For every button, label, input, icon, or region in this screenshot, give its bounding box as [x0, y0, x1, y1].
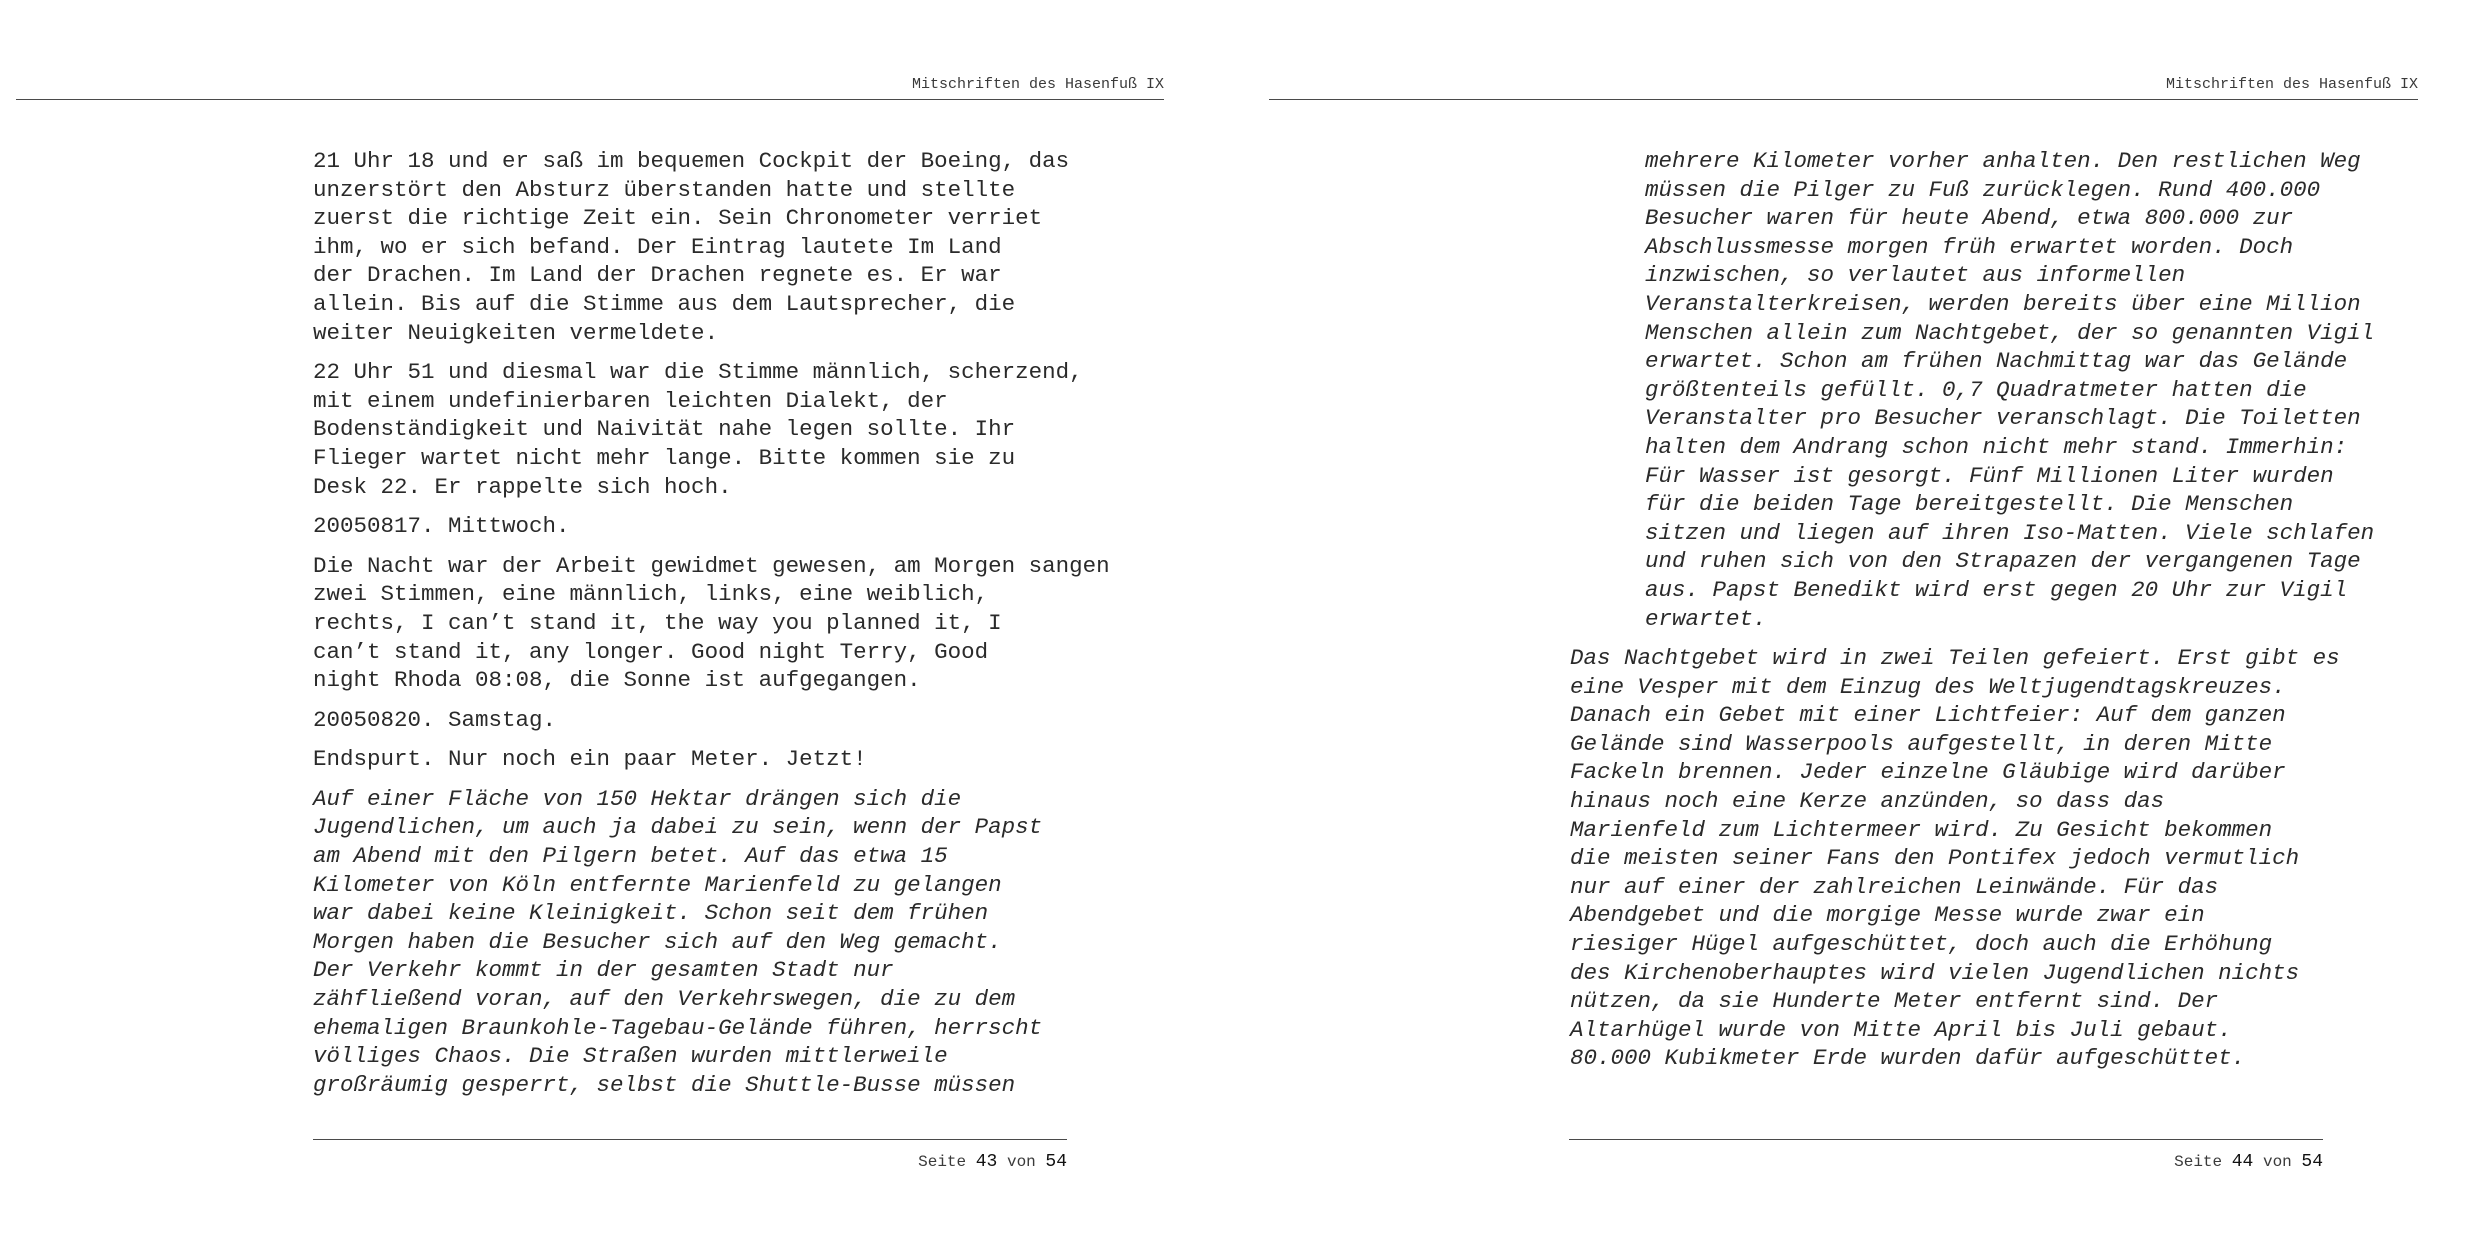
text-line: Bodenständigkeit und Naivität nahe legen sollte. Ihr [313, 416, 1016, 443]
text-line: 80.000 Kubikmeter Erde wurden dafür aufgeschüttet. [1570, 1045, 2246, 1072]
text-line: unzerstört den Absturz überstanden hatte und stellte [313, 176, 1016, 203]
text-line: Das Nachtgebet wird in zwei Teilen gefeiert. Erst gibt es [1570, 645, 2340, 672]
text-line: zwei Stimmen, eine männlich, links, eine weiblich, [313, 581, 989, 608]
text-line: night Rhoda 08:08, die Sonne ist aufgegangen. [313, 667, 921, 694]
text-line: halten dem Andrang schon nicht mehr stand. Immerhin: [1645, 433, 2348, 460]
text-line: inzwischen, so verlautet aus informellen [1645, 262, 2186, 289]
text-line: Flieger wartet nicht mehr lange. Bitte kommen sie zu [313, 444, 1016, 471]
quoted-report [1570, 644, 2370, 1073]
text-line: die meisten seiner Fans den Pontifex jedoch vermutlich [1570, 845, 2300, 872]
date-heading [313, 706, 1113, 735]
text-line: mit einem undefinierbaren leichten Dialekt, der [313, 387, 948, 414]
text-line: weiter Neuigkeiten vermeldete. [313, 319, 719, 346]
text-line: müssen die Pilger zu Fuß zurücklegen. Rund 400.000 [1645, 176, 2321, 203]
body-text [1570, 147, 2375, 1084]
text-line: Auf einer Fläche von 150 Hektar drängen sich die [313, 785, 962, 812]
date-heading [313, 512, 1113, 541]
page-number: 43 [975, 1152, 998, 1172]
text-line: Kilometer von Köln entfernte Marienfeld zu gelangen [313, 871, 1002, 898]
paragraph [313, 745, 1113, 774]
text-line: hinaus noch eine Kerze anzünden, so dass das [1570, 788, 2165, 815]
text-line: Abendgebet und die morgige Messe wurde zwar ein [1570, 902, 2205, 929]
text-line: can’t stand it, any longer. Good night Terry, Good [313, 638, 989, 665]
text-line: nützen, da sie Hunderte Meter entfernt sind. Der [1570, 988, 2219, 1015]
text-line: Morgen haben die Besucher sich auf den Weg gemacht. [313, 928, 1002, 955]
text-line: des Kirchenoberhauptes wird vielen Jugendlichen nichts [1570, 959, 2300, 986]
text-line: zuerst die richtige Zeit ein. Sein Chronometer verriet [313, 205, 1043, 232]
text-line: Für Wasser ist gesorgt. Fünf Millionen Liter wurden [1645, 462, 2334, 489]
text-line: Der Verkehr kommt in der gesamten Stadt nur [313, 957, 894, 984]
text-line: ehemaligen Braunkohle-Tagebau-Gelände führen, herrscht [313, 1014, 1043, 1041]
text-line: Jugendlichen, um auch ja dabei zu sein, wenn der Papst [313, 814, 1043, 841]
page-total: 54 [1045, 1152, 1067, 1172]
paragraph [313, 147, 1113, 347]
text-line: der Drachen. Im Land der Drachen regnete es. Er war [313, 262, 1002, 289]
page-44 [1240, 0, 2480, 1240]
text-line: Besucher waren für heute Abend, etwa 800.000 zur [1645, 205, 2294, 232]
text-line: 20050820. Samstag. [313, 706, 557, 733]
footer-rule [313, 1139, 1067, 1140]
text-line: Die Nacht war der Arbeit gewidmet gewesen, am Morgen sangen [313, 552, 1110, 579]
text-line: erwartet. Schon am frühen Nachmittag war das Gelände [1645, 348, 2348, 375]
text-line: war dabei keine Kleinigkeit. Schon seit dem frühen [313, 900, 989, 927]
paragraph [313, 552, 1113, 695]
footer-seite-label: Seite [2174, 1153, 2223, 1171]
body-text [313, 147, 1113, 1110]
text-line: sitzen und liegen auf ihren Iso-Matten. Viele schlafen [1645, 519, 2375, 546]
paragraph [313, 358, 1113, 501]
text-line: größtenteils gefüllt. 0,7 Quadratmeter hatten die [1645, 376, 2307, 403]
text-line: Marienfeld zum Lichtermeer wird. Zu Gesicht bekommen [1570, 816, 2273, 843]
footer-rule [1569, 1139, 2323, 1140]
text-line: Veranstalterkreisen, werden bereits über eine Million [1645, 290, 2361, 317]
text-line: Danach ein Gebet mit einer Lichtfeier: Auf dem ganzen [1570, 702, 2286, 729]
header-rule [16, 99, 1164, 100]
text-line: Abschlussmesse morgen früh erwartet worden. Doch [1645, 233, 2294, 260]
page-footer [313, 1152, 1067, 1172]
running-head: Mitschriften des Hasenfuß IX [911, 76, 1164, 93]
text-line: eine Vesper mit dem Einzug des Weltjugendtagskreuzes. [1570, 673, 2286, 700]
text-line: ihm, wo er sich befand. Der Eintrag lautete Im Land [313, 233, 1002, 260]
text-line: rechts, I can’t stand it, the way you planned it, I [313, 609, 1002, 636]
text-line: für die beiden Tage bereitgestellt. Die Menschen [1645, 491, 2294, 518]
text-line: 21 Uhr 18 und er saß im bequemen Cockpit der Boeing, das [313, 148, 1070, 174]
text-line: riesiger Hügel aufgeschüttet, doch auch die Erhöhung [1570, 931, 2273, 958]
header-rule [1269, 99, 2418, 100]
text-line: Desk 22. Er rappelte sich hoch. [313, 473, 732, 500]
text-line: und ruhen sich von den Strapazen der vergangenen Tage [1645, 548, 2361, 575]
page-number: 44 [2231, 1152, 2254, 1172]
footer-seite-label: Seite [918, 1153, 967, 1171]
text-line: Endspurt. Nur noch ein paar Meter. Jetzt! [313, 746, 867, 773]
footer-von-label: von [2262, 1153, 2292, 1171]
text-line: zähfließend voran, auf den Verkehrswegen, die zu dem [313, 986, 1016, 1013]
text-line: Veranstalter pro Besucher veranschlagt. Die Toiletten [1645, 405, 2361, 432]
text-line: 22 Uhr 51 und diesmal war die Stimme männlich, scherzend, [313, 359, 1083, 386]
quoted-report-continued [1570, 147, 2375, 633]
text-line: großräumig gesperrt, selbst die Shuttle-Busse müssen [313, 1071, 1016, 1098]
text-line: mehrere Kilometer vorher anhalten. Den restlichen Weg [1645, 148, 2361, 174]
text-line: Altarhügel wurde von Mitte April bis Juli gebaut. [1570, 1016, 2232, 1043]
running-head: Mitschriften des Hasenfuß IX [2165, 76, 2418, 93]
text-line: Fackeln brennen. Jeder einzelne Gläubige wird darüber [1570, 759, 2286, 786]
text-line: aus. Papst Benedikt wird erst gegen 20 Uhr zur Vigil [1645, 576, 2348, 603]
text-line: 20050817. Mittwoch. [313, 513, 570, 540]
text-line: völliges Chaos. Die Straßen wurden mittlerweile [313, 1043, 948, 1070]
text-line: am Abend mit den Pilgern betet. Auf das etwa 15 [313, 843, 948, 870]
page-total: 54 [2301, 1152, 2323, 1172]
quoted-report [313, 785, 1113, 1100]
page-footer [1569, 1152, 2323, 1172]
text-line: Menschen allein zum Nachtgebet, der so genannten Vigil [1645, 319, 2375, 346]
text-line: erwartet. [1645, 605, 1767, 632]
footer-von-label: von [1006, 1153, 1036, 1171]
text-line: allein. Bis auf die Stimme aus dem Lautsprecher, die [313, 290, 1016, 317]
text-line: Gelände sind Wasserpools aufgestellt, in deren Mitte [1570, 730, 2273, 757]
text-line: nur auf einer der zahlreichen Leinwände. Für das [1570, 873, 2219, 900]
